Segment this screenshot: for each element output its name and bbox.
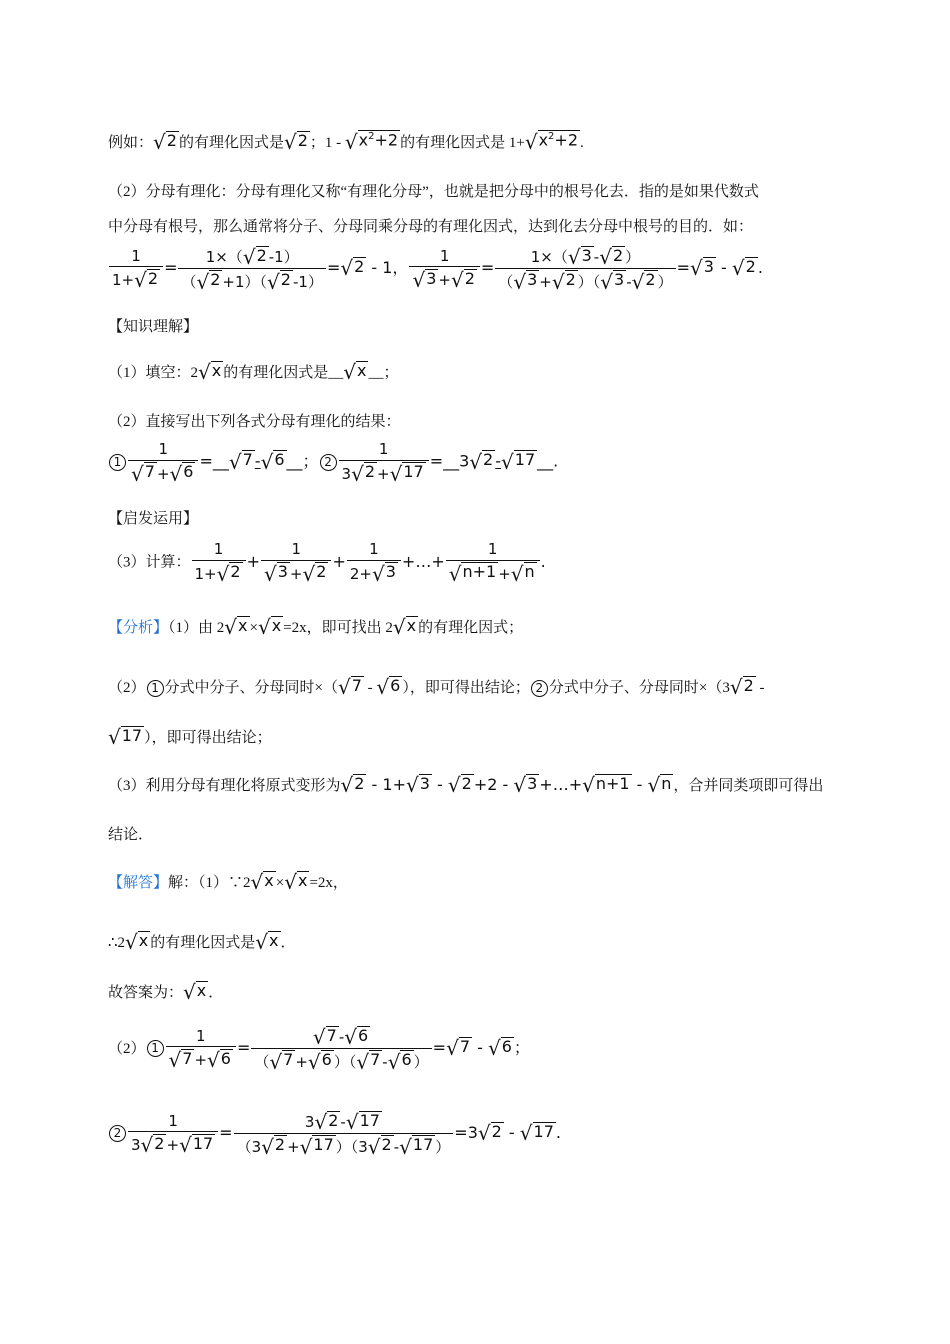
circled-two-icon: 2	[320, 454, 337, 471]
question-2-prompt: （2）直接写出下列各式分母有理化的结果：	[108, 414, 401, 430]
circled-two-icon: 2	[531, 680, 548, 697]
analysis-part-1: 【分析】（1）由 2 √ x × √ x =2x，即可找出 2 √ x 的有理化因式；	[108, 615, 524, 639]
question-1-fill-blank: （1）填空：2 √ x 的有理化因式是__ √ x __；	[108, 360, 399, 384]
solution-part-1-conclusion: ∴2 √ x 的有理化因式是 √ x ．	[108, 930, 296, 954]
analysis-part-3: （3）利用分母有理化将原式变形为 √ 2 - 1+ √ 3 - √ 2 +2 - √ 3 +…+ √ n+1 - √ n ，合并同类项即可得出	[108, 773, 824, 797]
example-rationalizing-factor: 例如： √ 2 的有理化因式是 √ 2 ；1 - √ $x^2+2$ 的有理化因式是 1+ √ $x^2+2$ .	[108, 130, 584, 154]
solution-part-1: 【解答】解：（1）∵2 √ x × √ x =2x，	[108, 870, 348, 894]
paragraph-denominator-rationalization-1: （2）分母有理化：分母有理化又称“有理化分母”，也就是把分母中的根号化去．指的是如果代数式	[108, 184, 759, 200]
analysis-tag: 【分析】	[108, 620, 169, 636]
analysis-part-2-cont: √ 17 ），即可得出结论；	[108, 725, 272, 749]
circled-one-icon: 1	[147, 1040, 164, 1057]
solution-part-2-item-1: （2） 1 1 √ 7 + √ 6 = √ 7 - √ 6 （ √ 7 + √ 6 ）（ √ 7 - √ 6 ） = √ 7 - √ 6 ；	[108, 1025, 530, 1074]
solution-tag: 【解答】	[108, 875, 169, 891]
analysis-part-3-cont: 结论．	[108, 827, 154, 843]
question-2-items: 1 1 √ 7 + √ 6 =__ √ 7 - √ 6 __； 2 1 3 √ 2 + √ 17 =__3 √ 2 - √ 17 __.	[108, 440, 870, 484]
paragraph-denominator-rationalization-2: 中分母有根号，那么通常将分子、分母同乘分母的有理化因式，达到化去分母中根号的目的．如：	[108, 219, 754, 235]
section-knowledge-understanding: 【知识理解】	[108, 319, 199, 335]
circled-two-icon: 2	[109, 1125, 126, 1142]
example-equations: 1 1+ √ 2 = 1×（ √ 2 -1） （ √ 2 +1）（ √ 2 -1） = √ 2 - 1， 1 √ 3 + √ 2 = 1×（ √ 3 - √ 2 ） （ √ 3 + √ 2 ）（ √ 3 - √ 2 ） = √ 3 - √ 2 .	[108, 245, 870, 292]
analysis-part-2: （2） 1 分式中分子、分母同时×（ √ 7 - √ 6 ），即可得出结论； 2 分式中分子、分母同时×（3 √ 2 -	[108, 675, 765, 699]
solution-part-2-item-2: 2 1 3 √ 2 + √ 17 = 3 √ 2 - √ 17 （3 √ 2 + √ 17 ）（3 √ 2 - √ 17 ） =3 √ 2 - √ 17 .	[108, 1110, 870, 1157]
solution-part-1-answer: 故答案为： √ x ．	[108, 980, 224, 1004]
question-3-compute: （3）计算： 1 1+ √ 2 + 1 √ 3 + √ 2 + 1 2+ √ 3 +…+ 1 √ n+1 + √ n .	[108, 540, 546, 586]
circled-one-icon: 1	[147, 680, 164, 697]
section-application: 【启发运用】	[108, 511, 199, 527]
circled-one-icon: 1	[109, 454, 126, 471]
